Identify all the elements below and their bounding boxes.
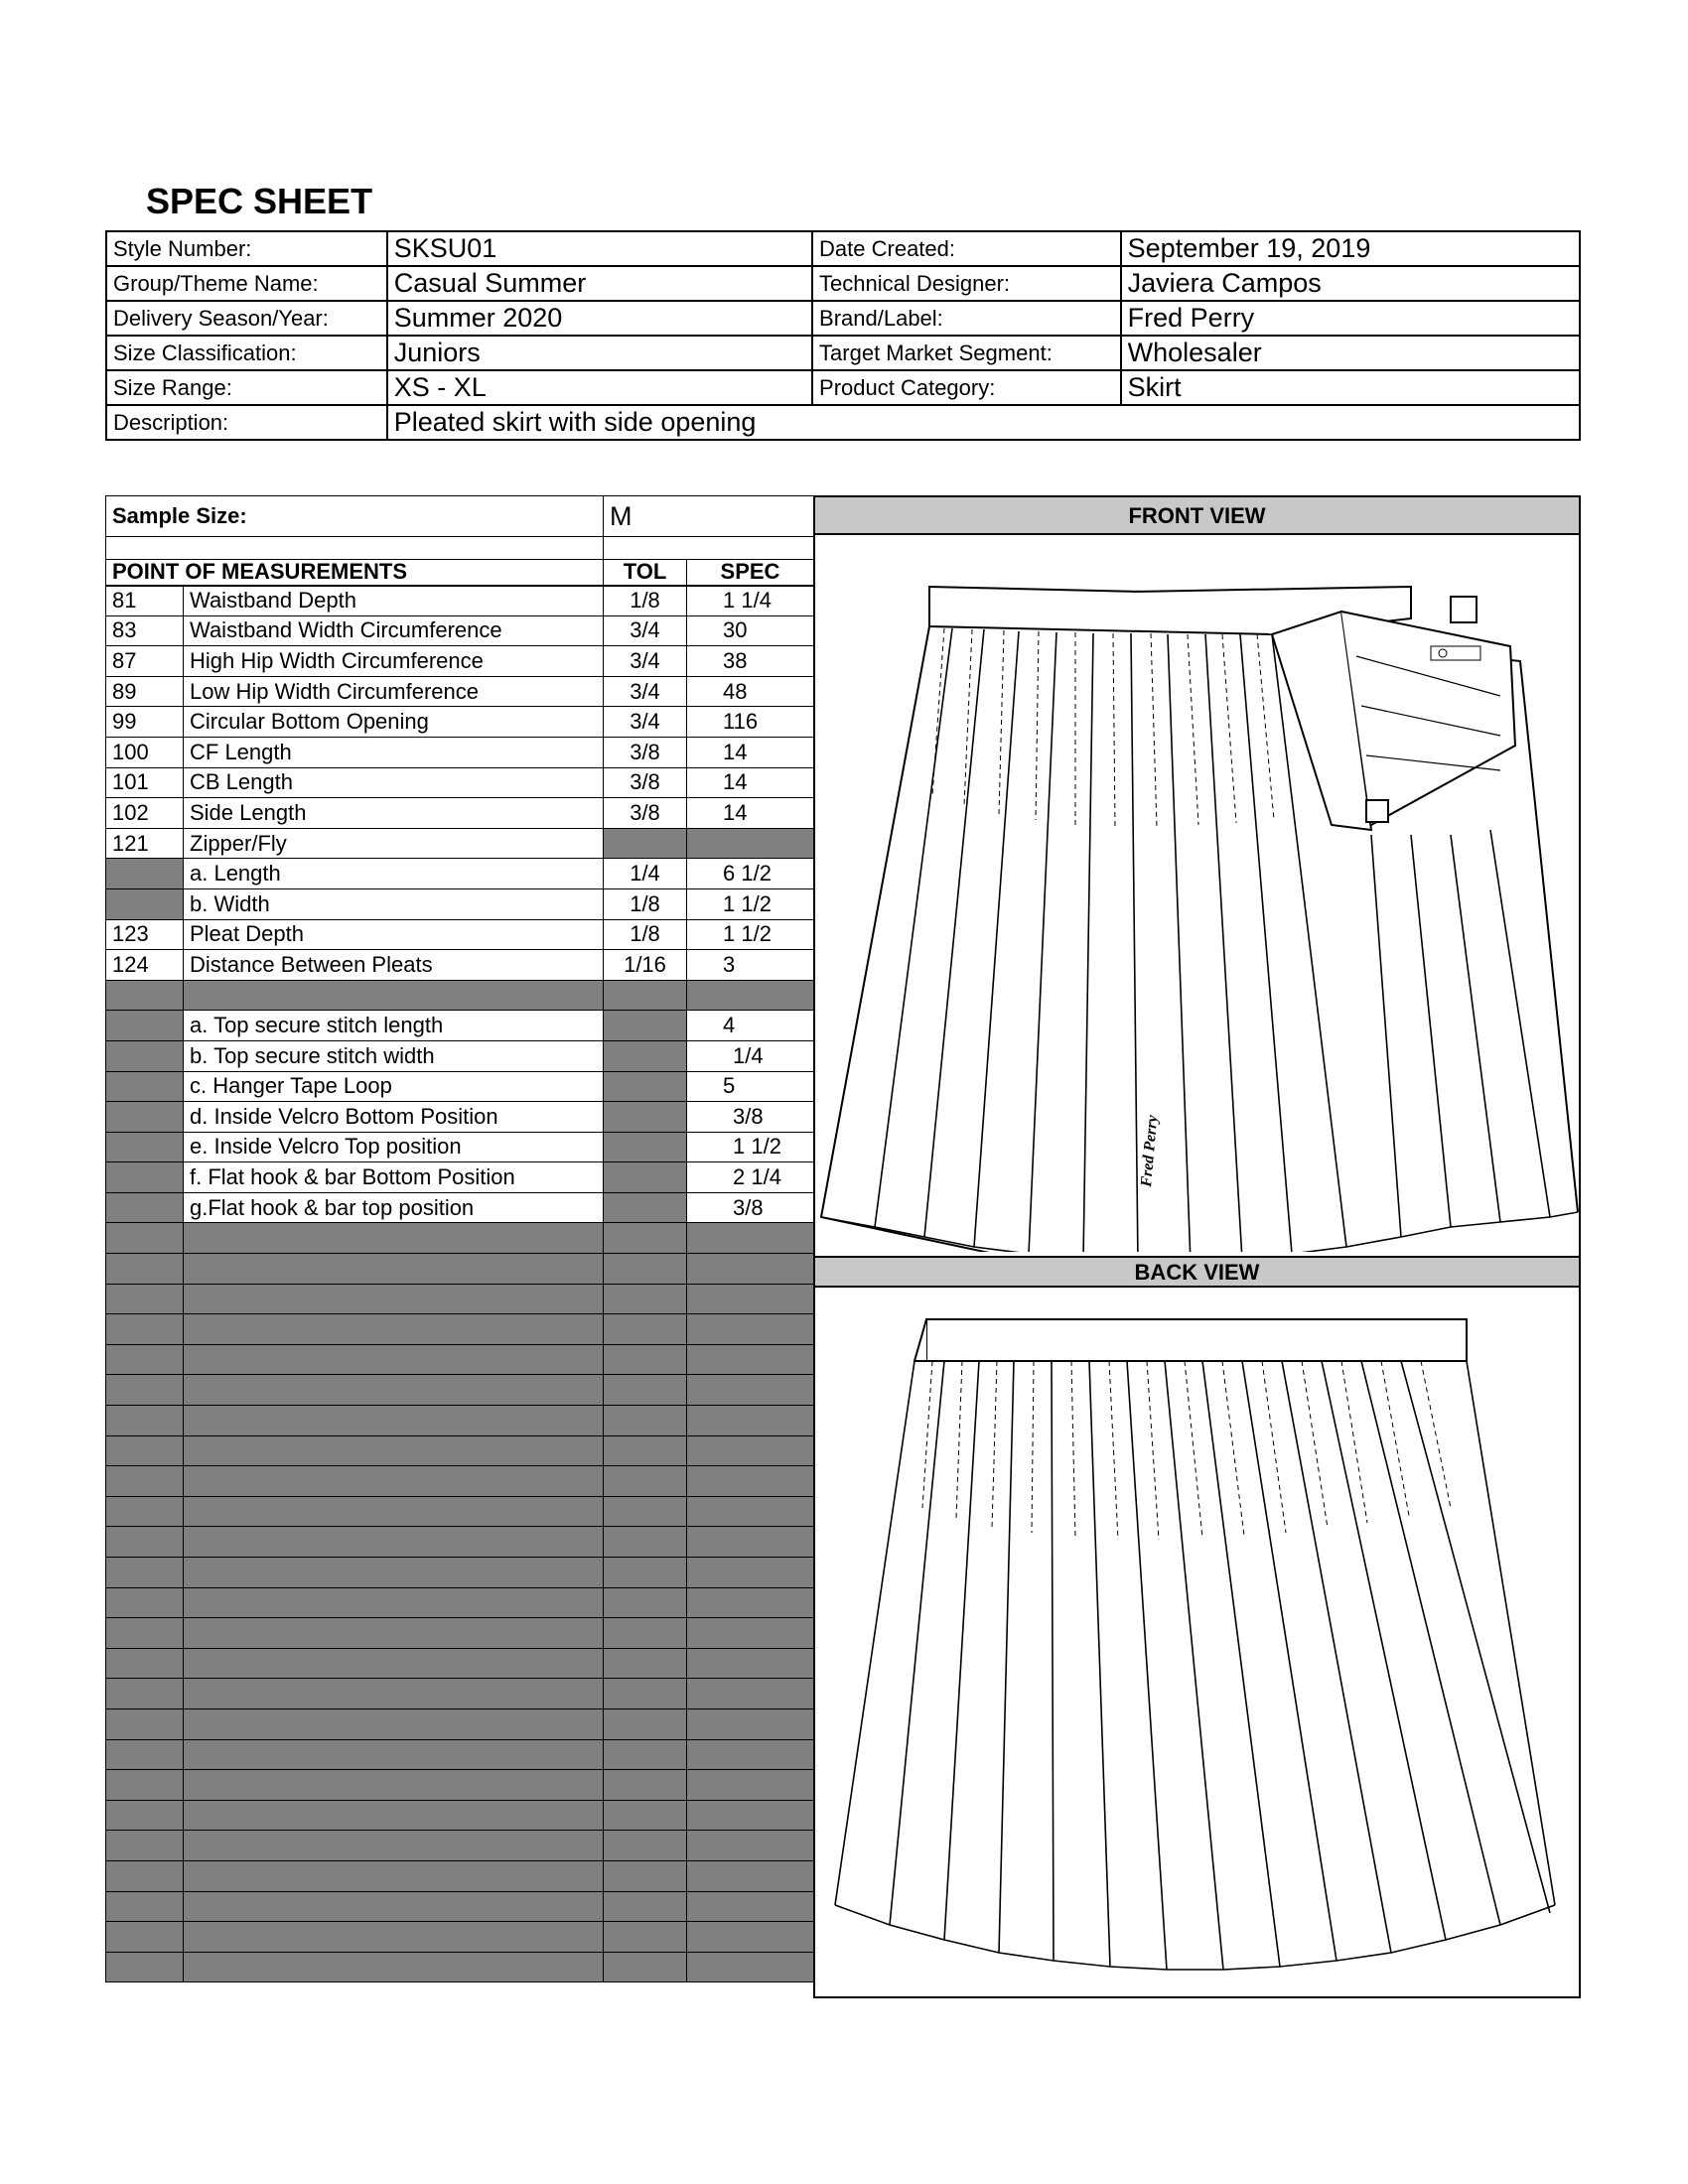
empty-row <box>106 1558 814 1588</box>
pom-description: a. Length <box>184 859 604 889</box>
pom-tol: 3/4 <box>604 707 687 738</box>
pom-spec: 1 1/4 <box>687 586 814 616</box>
empty-cell <box>106 1558 184 1588</box>
spec-header: SPEC <box>687 560 814 586</box>
pom-spec: 30 <box>687 615 814 646</box>
construction-row <box>106 1071 814 1102</box>
style-info-table <box>105 230 1581 441</box>
pom-spec: 14 <box>687 737 814 767</box>
measurement-row <box>106 586 814 616</box>
empty-row <box>106 1739 814 1770</box>
empty-cell <box>184 1527 604 1558</box>
pom-spec: 3 <box>687 950 814 981</box>
empty-cell <box>184 1708 604 1739</box>
field-value: Summer 2020 <box>387 301 812 336</box>
measurement-table <box>105 495 814 1982</box>
description-row <box>106 405 1580 440</box>
field-value: Javiera Campos <box>1121 266 1580 301</box>
pom-tol: 1/16 <box>604 950 687 981</box>
pom-spec <box>687 828 814 859</box>
empty-cell <box>184 1466 604 1497</box>
empty-cell <box>604 1496 687 1527</box>
field-label: Target Market Segment: <box>812 336 1121 370</box>
empty-cell <box>106 1770 184 1801</box>
empty-row <box>106 1375 814 1406</box>
empty-row <box>106 1496 814 1527</box>
measurement-row <box>106 676 814 707</box>
empty-cell <box>106 1071 184 1102</box>
empty-cell <box>106 1314 184 1345</box>
construction-description: g.Flat hook & bar top position <box>184 1192 604 1223</box>
empty-cell <box>604 1375 687 1406</box>
header-row <box>106 266 1580 301</box>
empty-cell <box>687 1406 814 1436</box>
empty-cell <box>687 1860 814 1891</box>
empty-cell <box>687 1435 814 1466</box>
construction-description: e. Inside Velcro Top position <box>184 1132 604 1162</box>
empty-cell <box>604 1223 687 1254</box>
empty-row <box>106 1648 814 1679</box>
front-logo-text: Fred Perry <box>1138 1114 1162 1188</box>
pom-code: 99 <box>106 707 184 738</box>
header-row <box>106 336 1580 370</box>
pom-code: 89 <box>106 676 184 707</box>
pom-tol: 3/4 <box>604 676 687 707</box>
pom-code: 83 <box>106 615 184 646</box>
field-value: Fred Perry <box>1121 301 1580 336</box>
empty-cell <box>184 1618 604 1649</box>
empty-cell <box>687 1648 814 1679</box>
construction-row <box>106 1011 814 1041</box>
empty-cell <box>106 1102 184 1133</box>
empty-cell <box>604 1618 687 1649</box>
construction-row <box>106 1132 814 1162</box>
empty-cell <box>604 1406 687 1436</box>
empty-cell <box>687 980 814 1011</box>
front-skirt-sketch <box>815 537 1579 1252</box>
field-value: September 19, 2019 <box>1121 231 1580 266</box>
empty-row <box>106 1314 814 1345</box>
empty-cell <box>106 1192 184 1223</box>
empty-cell <box>184 1435 604 1466</box>
empty-cell <box>687 1587 814 1618</box>
empty-cell <box>604 1922 687 1953</box>
sample-size-label: Sample Size: <box>106 496 604 537</box>
empty-row <box>106 1223 814 1254</box>
construction-description: b. Top secure stitch width <box>184 1040 604 1071</box>
construction-description: d. Inside Velcro Bottom Position <box>184 1102 604 1133</box>
empty-cell <box>687 1831 814 1861</box>
construction-description: f. Flat hook & bar Bottom Position <box>184 1162 604 1193</box>
tol-header: TOL <box>604 560 687 586</box>
pom-tol <box>604 828 687 859</box>
pom-header-row <box>106 560 814 586</box>
empty-cell <box>184 1648 604 1679</box>
empty-cell <box>604 1891 687 1922</box>
empty-cell <box>106 1040 184 1071</box>
field-value: SKSU01 <box>387 231 812 266</box>
empty-cell <box>687 1375 814 1406</box>
empty-cell <box>687 1800 814 1831</box>
pom-tol: 1/8 <box>604 586 687 616</box>
description-label: Description: <box>106 405 387 440</box>
empty-cell <box>184 1891 604 1922</box>
empty-row <box>106 1618 814 1649</box>
empty-cell <box>604 1679 687 1709</box>
empty-cell <box>106 1648 184 1679</box>
empty-row <box>106 1527 814 1558</box>
empty-cell <box>184 1952 604 1982</box>
empty-cell <box>687 1952 814 1982</box>
empty-cell <box>106 1831 184 1861</box>
empty-row <box>106 1800 814 1831</box>
measurement-row <box>106 828 814 859</box>
construction-spec: 1 1/2 <box>687 1132 814 1162</box>
empty-cell <box>604 1102 687 1133</box>
empty-cell <box>687 1739 814 1770</box>
empty-cell <box>687 1679 814 1709</box>
empty-cell <box>106 1011 184 1041</box>
empty-cell <box>604 1314 687 1345</box>
pom-description: Waistband Width Circumference <box>184 615 604 646</box>
empty-cell <box>106 1254 184 1285</box>
empty-cell <box>604 1558 687 1588</box>
empty-cell <box>106 1618 184 1649</box>
empty-cell <box>106 1708 184 1739</box>
construction-description: a. Top secure stitch length <box>184 1011 604 1041</box>
empty-cell <box>184 1860 604 1891</box>
empty-row <box>106 1922 814 1953</box>
field-label: Technical Designer: <box>812 266 1121 301</box>
field-label: Group/Theme Name: <box>106 266 387 301</box>
page-title: SPEC SHEET <box>146 181 373 221</box>
front-view-header: FRONT VIEW <box>815 497 1579 535</box>
pom-tol: 1/8 <box>604 919 687 950</box>
pom-description: High Hip Width Circumference <box>184 646 604 677</box>
empty-cell <box>106 1496 184 1527</box>
empty-cell <box>184 1344 604 1375</box>
empty-cell <box>106 1435 184 1466</box>
pom-tol: 1/4 <box>604 859 687 889</box>
empty-cell <box>106 1587 184 1618</box>
pom-header: POINT OF MEASUREMENTS <box>106 560 604 586</box>
empty-cell <box>184 1314 604 1345</box>
empty-row <box>106 1284 814 1314</box>
pom-spec: 38 <box>687 646 814 677</box>
empty-cell <box>687 1770 814 1801</box>
empty-cell <box>184 1284 604 1314</box>
pom-code: 87 <box>106 646 184 677</box>
empty-cell <box>184 1800 604 1831</box>
field-label: Brand/Label: <box>812 301 1121 336</box>
empty-cell <box>604 1587 687 1618</box>
back-skirt-sketch <box>815 1290 1579 1984</box>
measurement-row <box>106 737 814 767</box>
pom-spec: 14 <box>687 767 814 798</box>
construction-row <box>106 1192 814 1223</box>
field-value: Juniors <box>387 336 812 370</box>
empty-cell <box>106 1406 184 1436</box>
empty-cell <box>604 1770 687 1801</box>
empty-row <box>106 1891 814 1922</box>
empty-cell <box>106 1860 184 1891</box>
pom-code <box>106 888 184 919</box>
pom-tol: 3/8 <box>604 767 687 798</box>
pom-tol: 3/8 <box>604 737 687 767</box>
empty-cell <box>106 1466 184 1497</box>
empty-cell <box>184 1375 604 1406</box>
empty-cell <box>106 1284 184 1314</box>
pom-tol: 3/8 <box>604 798 687 829</box>
empty-cell <box>604 1831 687 1861</box>
pom-tol: 1/8 <box>604 888 687 919</box>
measurement-row <box>106 707 814 738</box>
pom-spec: 1 1/2 <box>687 888 814 919</box>
construction-row <box>106 1162 814 1193</box>
empty-cell <box>687 1284 814 1314</box>
empty-cell <box>687 1344 814 1375</box>
field-label: Style Number: <box>106 231 387 266</box>
measurement-row <box>106 767 814 798</box>
pom-spec: 48 <box>687 676 814 707</box>
construction-spec: 3/8 <box>687 1102 814 1133</box>
empty-cell <box>604 1952 687 1982</box>
sample-size-row <box>106 496 814 537</box>
pom-spec: 14 <box>687 798 814 829</box>
header-row <box>106 370 1580 405</box>
construction-spec: 4 <box>687 1011 814 1041</box>
construction-spec: 5 <box>687 1071 814 1102</box>
pom-description: CB Length <box>184 767 604 798</box>
empty-cell <box>184 1922 604 1953</box>
empty-cell <box>604 1132 687 1162</box>
empty-row <box>106 1952 814 1982</box>
pom-tol: 3/4 <box>604 646 687 677</box>
pom-code: 102 <box>106 798 184 829</box>
pom-code: 101 <box>106 767 184 798</box>
pom-description: Waistband Depth <box>184 586 604 616</box>
description-value: Pleated skirt with side opening <box>387 405 1580 440</box>
field-label: Size Classification: <box>106 336 387 370</box>
empty-cell <box>687 1922 814 1953</box>
construction-row <box>106 1040 814 1071</box>
empty-cell <box>604 1800 687 1831</box>
empty-row <box>106 1435 814 1466</box>
construction-spec: 2 1/4 <box>687 1162 814 1193</box>
construction-description: c. Hanger Tape Loop <box>184 1071 604 1102</box>
empty-cell <box>184 1254 604 1285</box>
empty-cell <box>106 1132 184 1162</box>
empty-cell <box>184 1831 604 1861</box>
empty-cell <box>687 1254 814 1285</box>
empty-cell <box>184 1406 604 1436</box>
empty-cell <box>184 980 604 1011</box>
blank-row <box>106 537 814 560</box>
pom-code: 124 <box>106 950 184 981</box>
pom-description: Low Hip Width Circumference <box>184 676 604 707</box>
field-value: Skirt <box>1121 370 1580 405</box>
empty-cell <box>687 1496 814 1527</box>
construction-spec: 3/8 <box>687 1192 814 1223</box>
empty-cell <box>604 1344 687 1375</box>
empty-cell <box>106 1223 184 1254</box>
empty-row <box>106 1831 814 1861</box>
empty-row <box>106 1466 814 1497</box>
measurement-row <box>106 646 814 677</box>
empty-cell <box>106 1679 184 1709</box>
field-label: Date Created: <box>812 231 1121 266</box>
pom-code: 81 <box>106 586 184 616</box>
sample-size-value: M <box>604 496 814 537</box>
measurement-row <box>106 615 814 646</box>
empty-row <box>106 1587 814 1618</box>
empty-cell <box>604 1162 687 1193</box>
empty-row <box>106 1708 814 1739</box>
empty-row <box>106 1770 814 1801</box>
empty-cell <box>106 1344 184 1375</box>
empty-cell <box>184 1587 604 1618</box>
empty-cell <box>604 1254 687 1285</box>
measurement-row <box>106 888 814 919</box>
empty-cell <box>687 1708 814 1739</box>
empty-cell <box>687 1466 814 1497</box>
measurement-row <box>106 859 814 889</box>
pom-spec: 1 1/2 <box>687 919 814 950</box>
empty-cell <box>106 1922 184 1953</box>
empty-cell <box>604 1284 687 1314</box>
empty-cell <box>106 1800 184 1831</box>
pom-code <box>106 859 184 889</box>
empty-cell <box>184 1739 604 1770</box>
empty-cell <box>184 1223 604 1254</box>
pom-spec: 6 1/2 <box>687 859 814 889</box>
construction-spec: 1/4 <box>687 1040 814 1071</box>
measurement-row <box>106 798 814 829</box>
pom-code: 100 <box>106 737 184 767</box>
empty-cell <box>604 1192 687 1223</box>
empty-cell <box>604 1466 687 1497</box>
empty-cell <box>106 980 184 1011</box>
pom-description: Zipper/Fly <box>184 828 604 859</box>
empty-cell <box>604 1739 687 1770</box>
pom-code: 121 <box>106 828 184 859</box>
header-row <box>106 301 1580 336</box>
empty-row <box>106 1860 814 1891</box>
pom-description: Side Length <box>184 798 604 829</box>
field-label: Size Range: <box>106 370 387 405</box>
empty-cell <box>184 1496 604 1527</box>
empty-cell <box>687 1223 814 1254</box>
pom-description: Distance Between Pleats <box>184 950 604 981</box>
field-value: XS - XL <box>387 370 812 405</box>
header-row <box>106 231 1580 266</box>
empty-cell <box>106 1375 184 1406</box>
empty-cell <box>604 1648 687 1679</box>
pom-description: CF Length <box>184 737 604 767</box>
empty-row <box>106 1679 814 1709</box>
empty-cell <box>106 1891 184 1922</box>
measurement-row <box>106 919 814 950</box>
field-label: Product Category: <box>812 370 1121 405</box>
empty-cell <box>106 1162 184 1193</box>
pom-description: b. Width <box>184 888 604 919</box>
empty-cell <box>184 1558 604 1588</box>
empty-cell <box>687 1558 814 1588</box>
pom-spec: 116 <box>687 707 814 738</box>
front-topstitch <box>932 628 1274 827</box>
back-pleat-lines <box>835 1361 1555 1970</box>
construction-row <box>106 1102 814 1133</box>
pom-description: Circular Bottom Opening <box>184 707 604 738</box>
empty-cell <box>604 1527 687 1558</box>
field-value: Casual Summer <box>387 266 812 301</box>
empty-cell <box>687 1314 814 1345</box>
separator-row <box>106 980 814 1011</box>
empty-cell <box>184 1770 604 1801</box>
empty-row <box>106 1406 814 1436</box>
empty-cell <box>106 1952 184 1982</box>
empty-cell <box>604 1011 687 1041</box>
empty-cell <box>604 1860 687 1891</box>
empty-cell <box>604 1435 687 1466</box>
empty-cell <box>604 980 687 1011</box>
pom-tol: 3/4 <box>604 615 687 646</box>
measurement-row <box>106 950 814 981</box>
empty-cell <box>604 1071 687 1102</box>
field-value: Wholesaler <box>1121 336 1580 370</box>
pom-description: Pleat Depth <box>184 919 604 950</box>
empty-cell <box>106 1527 184 1558</box>
empty-row <box>106 1344 814 1375</box>
pom-code: 123 <box>106 919 184 950</box>
sketch-panel <box>813 495 1581 1998</box>
back-topstitch <box>922 1361 1451 1540</box>
empty-cell <box>687 1891 814 1922</box>
field-label: Delivery Season/Year: <box>106 301 387 336</box>
empty-cell <box>687 1618 814 1649</box>
empty-row <box>106 1254 814 1285</box>
empty-cell <box>604 1040 687 1071</box>
back-view-header: BACK VIEW <box>815 1256 1579 1288</box>
empty-cell <box>604 1708 687 1739</box>
empty-cell <box>687 1527 814 1558</box>
empty-cell <box>184 1679 604 1709</box>
empty-cell <box>106 1739 184 1770</box>
